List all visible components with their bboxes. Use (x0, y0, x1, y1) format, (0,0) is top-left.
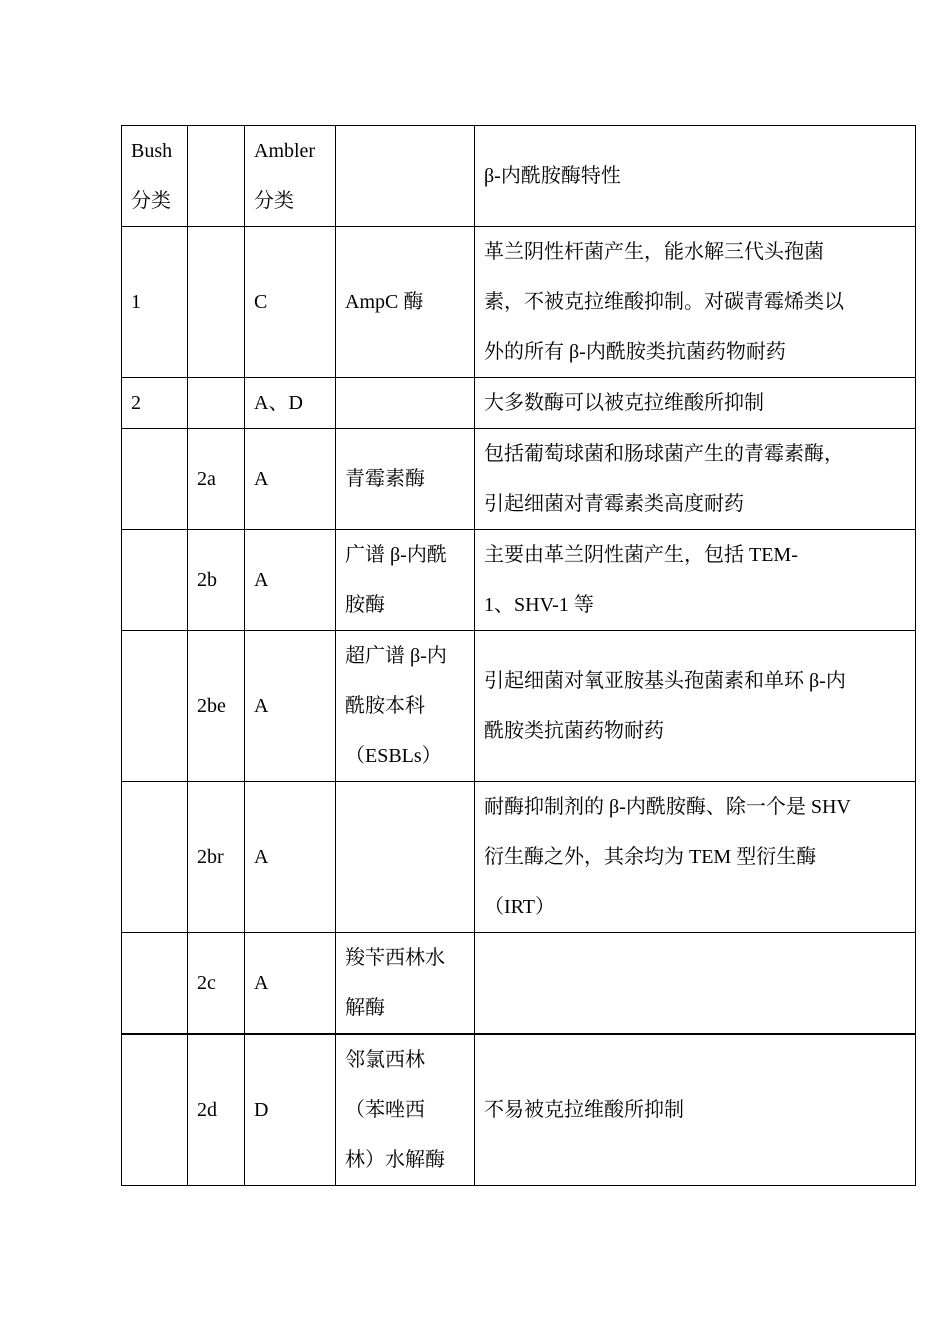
property-cell (475, 933, 916, 1035)
enzyme-name-line: 胺酶 (345, 594, 385, 616)
enzyme-name-cell (336, 429, 475, 530)
property-cell (475, 1034, 916, 1186)
table-row (122, 933, 916, 1035)
enzyme-name-cell (336, 933, 475, 1035)
property-line: 外的所有 β-内酰胺类抗菌药物耐药 (484, 341, 786, 363)
bush-class-cell: 2 (122, 378, 188, 429)
header-name-cell (336, 126, 475, 227)
enzyme-name-cell (336, 227, 475, 378)
property-line: 不易被克拉维酸所抑制 (484, 1099, 684, 1121)
header-ambler-line: Ambler (254, 140, 316, 162)
property-line: 主要由革兰阴性菌产生，包括 TEM- (484, 544, 798, 566)
enzyme-name-cell (336, 631, 475, 782)
property-cell (475, 530, 916, 631)
enzyme-name-line: 邻氯西林 (345, 1049, 425, 1071)
enzyme-name-line: AmpC 酶 (345, 291, 424, 313)
table-row (122, 631, 916, 782)
bush-class-cell: 1 (122, 227, 188, 378)
enzyme-name-line: 羧苄西林水 (345, 947, 445, 969)
enzyme-name-cell (336, 530, 475, 631)
enzyme-name-cell (336, 378, 475, 429)
property-line: 引起细菌对青霉素类高度耐药 (484, 493, 744, 515)
header-bush-line: Bush (131, 140, 173, 162)
property-line: 耐酶抑制剂的 β-内酰胺酶、除一个是 SHV (484, 796, 851, 818)
enzyme-name-line: 广谱 β-内酰 (345, 544, 447, 566)
property-line: 衍生酶之外，其余均为 TEM 型衍生酶 (484, 846, 817, 868)
header-bush-line: 分类 (131, 190, 171, 212)
ambler-class-cell: A (245, 782, 336, 933)
header-property-cell: β-内酰胺酶特性 (475, 126, 916, 227)
property-cell (475, 227, 916, 378)
table-row (122, 782, 916, 933)
property-line: 革兰阴性杆菌产生，能水解三代头孢菌 (484, 241, 824, 263)
header-ambler-cell (245, 126, 336, 227)
subgroup-cell: 2d (188, 1034, 245, 1186)
subgroup-cell: 2c (188, 933, 245, 1035)
ambler-class-cell: C (245, 227, 336, 378)
property-cell (475, 429, 916, 530)
ambler-class-cell: A、D (245, 378, 336, 429)
header-bush-cell (122, 126, 188, 227)
header-sub-cell (188, 126, 245, 227)
ambler-class-cell: A (245, 933, 336, 1035)
property-cell (475, 378, 916, 429)
enzyme-name-line: 青霉素酶 (345, 468, 425, 490)
bush-class-cell (122, 429, 188, 530)
property-line: 素，不被克拉维酸抑制。对碳青霉烯类以 (484, 291, 844, 313)
bush-class-cell (122, 631, 188, 782)
ambler-class-cell: D (245, 1034, 336, 1186)
subgroup-cell: 2be (188, 631, 245, 782)
property-line: 包括葡萄球菌和肠球菌产生的青霉素酶， (484, 443, 844, 465)
enzyme-name-line: （ESBLs） (345, 745, 442, 767)
subgroup-cell: 2b (188, 530, 245, 631)
property-cell (475, 782, 916, 933)
table-row (122, 378, 916, 429)
enzyme-name-cell (336, 782, 475, 933)
enzyme-name-line: 酰胺本科 (345, 695, 425, 717)
bush-class-cell (122, 530, 188, 631)
property-line: 引起细菌对氧亚胺基头孢菌素和单环 β-内 (484, 670, 846, 692)
property-line: 大多数酶可以被克拉维酸所抑制 (484, 392, 764, 414)
ambler-class-cell: A (245, 429, 336, 530)
enzyme-name-line: 林）水解酶 (345, 1149, 445, 1171)
subgroup-cell: 2br (188, 782, 245, 933)
property-line: （IRT） (484, 896, 556, 918)
enzyme-name-cell (336, 1034, 475, 1186)
table-row (122, 429, 916, 530)
header-ambler-line: 分类 (254, 190, 294, 212)
header-row (122, 126, 916, 227)
enzyme-name-line: （苯唑西 (345, 1099, 425, 1121)
table-row (122, 1034, 916, 1186)
beta-lactamase-classification-table (121, 125, 916, 1186)
property-line: 1、SHV-1 等 (484, 594, 594, 616)
bush-class-cell (122, 1034, 188, 1186)
subgroup-cell (188, 378, 245, 429)
subgroup-cell (188, 227, 245, 378)
table-row (122, 227, 916, 378)
property-cell (475, 631, 916, 782)
bush-class-cell (122, 933, 188, 1035)
bush-class-cell (122, 782, 188, 933)
property-line: 酰胺类抗菌药物耐药 (484, 720, 664, 742)
enzyme-name-line: 解酶 (345, 997, 385, 1019)
ambler-class-cell: A (245, 530, 336, 631)
enzyme-name-line: 超广谱 β-内 (345, 645, 447, 667)
table-row (122, 530, 916, 631)
ambler-class-cell: A (245, 631, 336, 782)
subgroup-cell: 2a (188, 429, 245, 530)
